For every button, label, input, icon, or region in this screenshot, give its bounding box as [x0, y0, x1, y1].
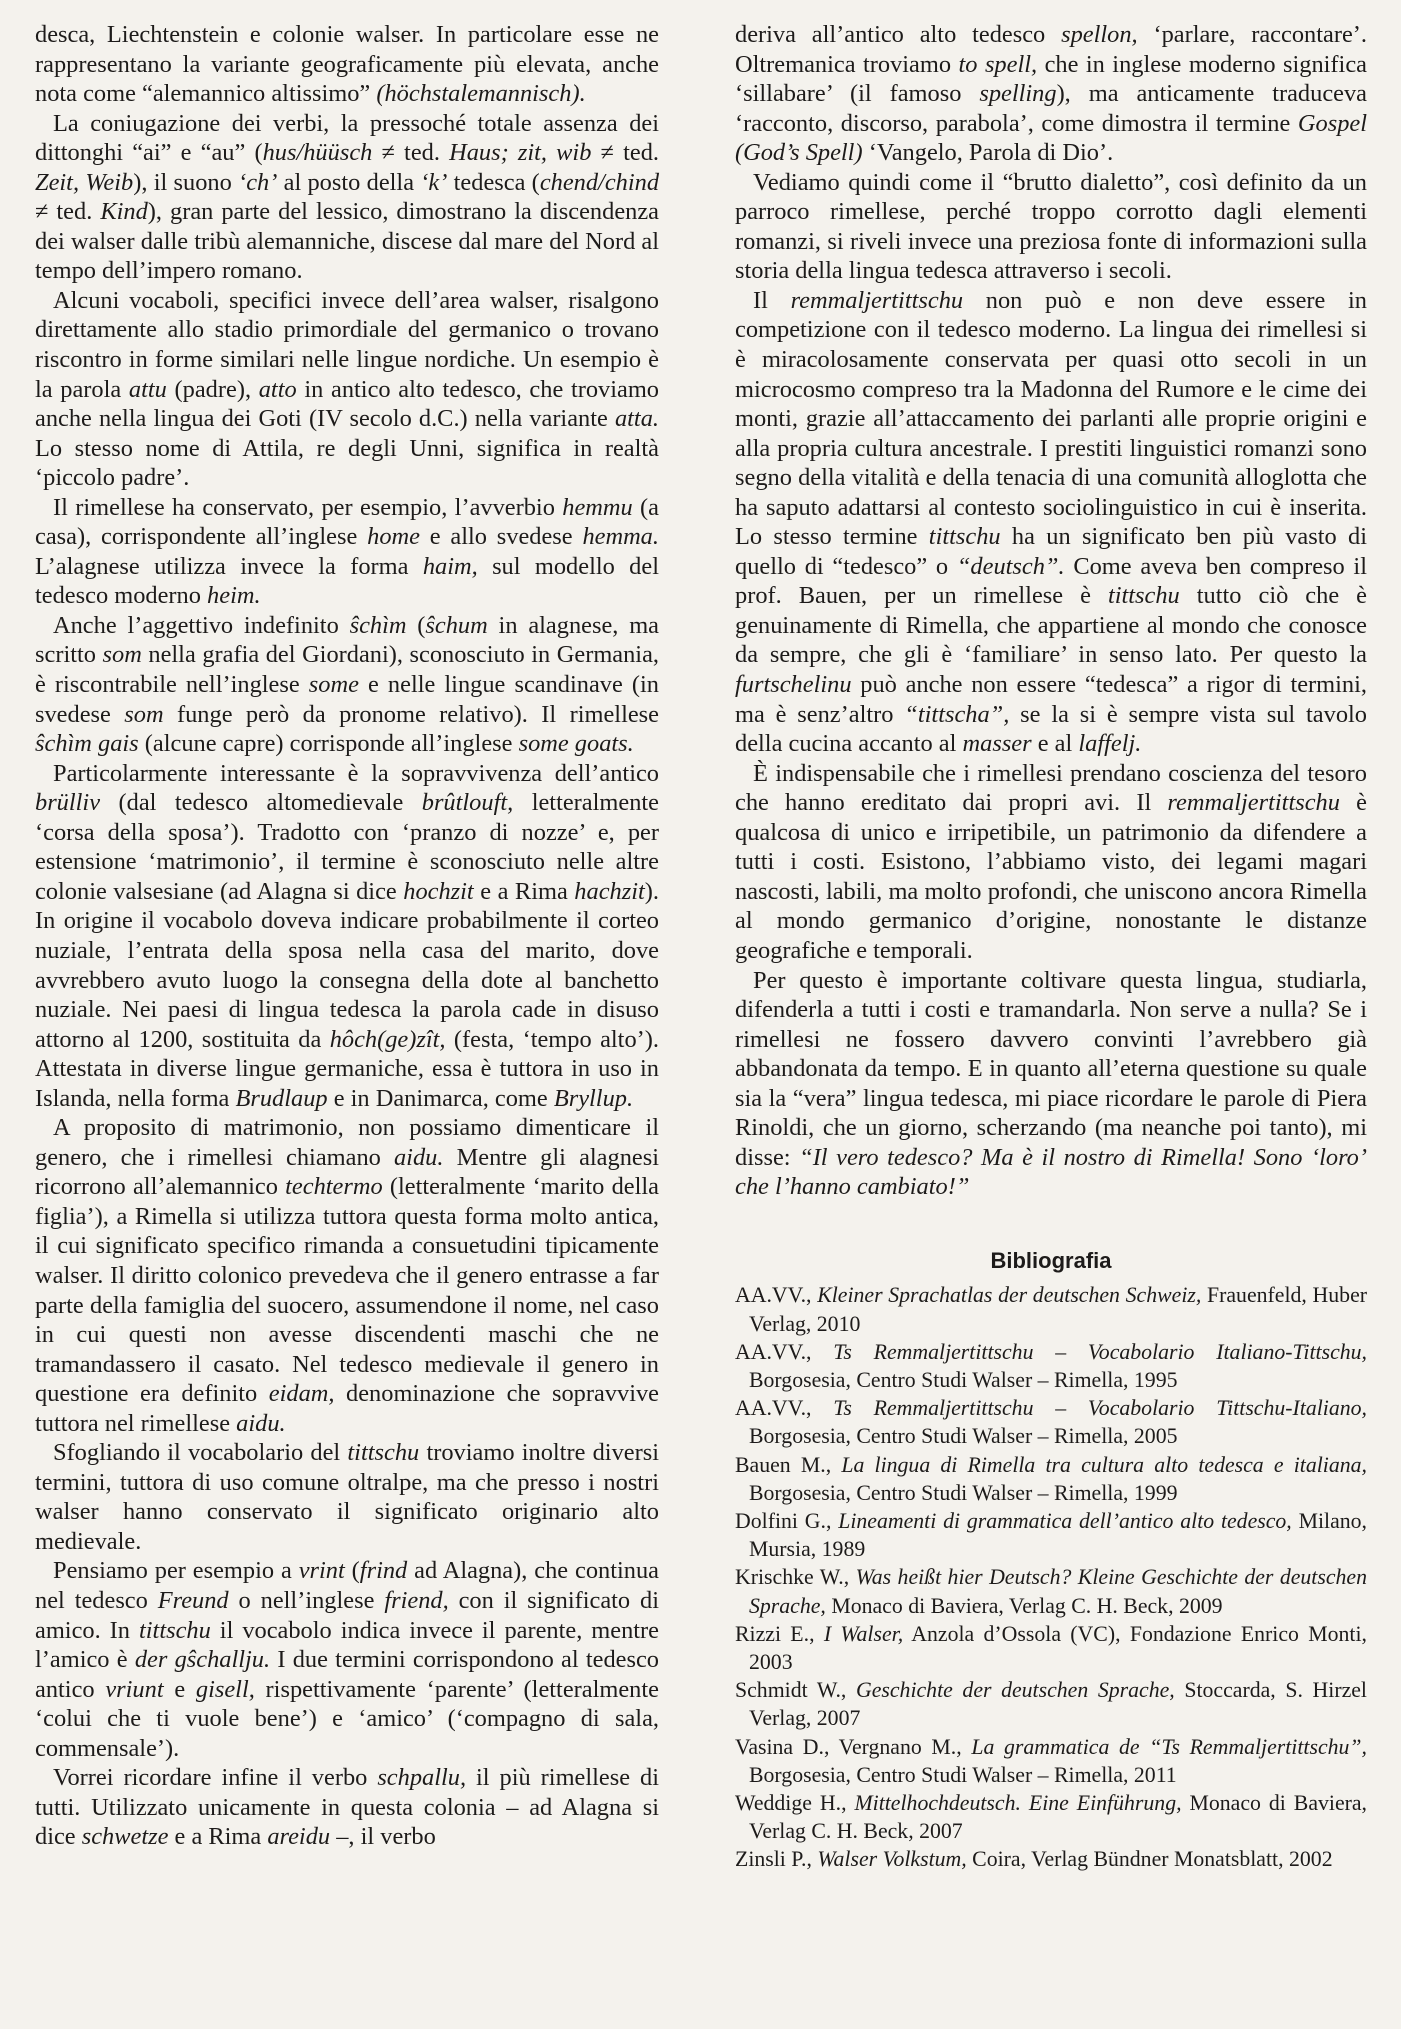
- text-run: (a casa), corrispondente all’inglese: [35, 493, 659, 551]
- italic-term: der gŝchallju.: [134, 1646, 271, 1674]
- italic-term: I Walser,: [823, 1621, 904, 1646]
- italic-term: Bryllup.: [553, 1084, 634, 1112]
- italic-term: furtschelinu: [735, 671, 852, 699]
- text-run: (letteralmente ‘marito della figlia’), a Rimella si utilizza tuttora questa forma molto antica, il cui significato specifico rimanda a consuetudini tipicamente walser. Il diritto colonico prevedeva che il genero entrasse a far parte della famiglia del suocero, assumendone il nome, nel caso in cui questi non avesse discendenti maschi che ne tramandassero il casato. Nel tedesco medievale il genero in questione era definito: [35, 1173, 659, 1408]
- text-run: Borgosesia, Centro Studi Walser – Rimella, 2011: [749, 1762, 1177, 1787]
- text-run: in alagnese, ma scritto: [35, 611, 659, 669]
- paragraph: [735, 168, 1367, 286]
- right-column-body: [735, 20, 1367, 1202]
- italic-term: tittschu: [1107, 582, 1180, 610]
- italic-term: schwetze: [81, 1823, 169, 1851]
- text-run: Monaco di Baviera, Verlag C. H. Beck, 2007: [749, 1791, 1368, 1844]
- text-run: AA.VV.,: [735, 1283, 818, 1308]
- bibliography-entry: [735, 1620, 1367, 1676]
- text-run: (: [344, 1557, 360, 1585]
- italic-term: som: [124, 700, 164, 728]
- text-run: desca, Liechtenstein e colonie walser. In particolare esse ne rappresentano la variante geograficamente più elevata, anche nota come “alemannico altissimo”: [35, 21, 659, 108]
- italic-term: remmaljertittschu: [790, 286, 964, 314]
- italic-term: friend,: [384, 1586, 449, 1614]
- text-run: rispettivamente ‘parente’ (letteralmente ‘colui che ti vuole bene’) e ‘amico’ (‘compagno di sala, commensale’).: [35, 1675, 659, 1762]
- text-run: Dolfini G.,: [735, 1509, 839, 1534]
- text-run: Vediamo quindi come il “brutto dialetto”, così definito da un parroco rimellese, perché troppo corrotto dagli elementi romanzi, si riveli invece una preziosa fonte di informazioni sulla storia della lingua tedesca attraverso i secoli.: [735, 168, 1367, 285]
- text-run: e: [163, 1675, 196, 1703]
- paragraph: [35, 1763, 659, 1852]
- italic-term: vriunt: [105, 1675, 164, 1703]
- text-run: ≠ ted.: [372, 139, 450, 167]
- italic-term: aidu.: [393, 1143, 444, 1171]
- italic-term: eidam,: [268, 1380, 335, 1408]
- bibliography-entry: [735, 1451, 1367, 1507]
- text-run: e in Danimarca, come: [327, 1084, 554, 1112]
- bibliography-entry: [735, 1394, 1367, 1450]
- text-run: ha un significato ben più vasto di quello di “tedesco” o: [735, 523, 1367, 580]
- text-run: Borgosesia, Centro Studi Walser – Rimella, 1995: [749, 1368, 1178, 1393]
- text-run: può anche non essere “tedesca” a rigor di termini, ma è senz’altro: [735, 671, 1367, 728]
- text-run: –, il verbo: [330, 1823, 436, 1851]
- italic-term: hemma.: [582, 523, 659, 551]
- italic-term: Brudlaup: [235, 1084, 328, 1112]
- text-run: in antico alto tedesco, che troviamo anche nella lingua dei Goti (IV secolo d.C.) nella variante: [35, 375, 659, 433]
- italic-term: “tittscha”,: [904, 700, 1010, 728]
- text-run: Schmidt W.,: [735, 1678, 856, 1703]
- italic-term: tittschu: [138, 1616, 211, 1644]
- bibliography-entry: [735, 1676, 1367, 1732]
- text-run: che in inglese moderno significa ‘sillabare’ (il famoso: [735, 50, 1367, 108]
- italic-term: hachzit: [574, 877, 645, 905]
- italic-term: Zeit, Weib: [35, 168, 134, 196]
- text-run: denominazione che sopravvive tuttora nel rimellese: [35, 1380, 659, 1437]
- bibliography-entry: [735, 1338, 1367, 1394]
- italic-term: some goats.: [518, 730, 634, 758]
- paragraph: [35, 759, 659, 1114]
- text-run: Sfogliando il vocabolario del: [53, 1439, 348, 1467]
- italic-term: spelling: [979, 80, 1057, 108]
- text-run: Per questo è importante coltivare questa lingua, studiarla, difenderla a tutti i costi e tramandarla. Non serve a nulla? Se i rimellesi ne fossero davvero convinti l’avrebbero già abbandonata da tempo. E in quanto all’eterna questione su quale sia la “vera” lingua tedesca, mi piace ricordare le parole di Piera Rinoldi, che un giorno, scherzando (ma neanche poi tanto), mi disse:: [735, 966, 1367, 1171]
- text-run: A proposito di matrimonio, non possiamo dimenticare il genero, che i rimellesi chiamano: [35, 1114, 659, 1171]
- italic-term: Lineamenti di grammatica dell’antico alto tedesco,: [838, 1509, 1292, 1534]
- italic-term: hus/hüüsch: [262, 139, 373, 167]
- italic-term: techtermo: [285, 1173, 383, 1201]
- italic-term: aidu.: [236, 1409, 286, 1437]
- text-run: Bauen M.,: [735, 1452, 842, 1477]
- text-run: e nelle lingue scandinave (in svedese: [35, 671, 659, 728]
- italic-term: ‘k’: [420, 168, 448, 196]
- text-run: Rizzi E.,: [735, 1621, 824, 1646]
- italic-term: tittschu: [928, 523, 1001, 551]
- text-run: Pensiamo per esempio a: [53, 1557, 299, 1585]
- italic-term: haim,: [422, 552, 478, 580]
- text-run: e al: [1031, 730, 1079, 758]
- text-run: Borgosesia, Centro Studi Walser – Rimella, 2005: [749, 1424, 1178, 1449]
- bibliography-title: Bibliografia: [990, 1247, 1112, 1273]
- text-run: ‘Vangelo, Parola di Dio’.: [862, 139, 1114, 167]
- text-run: (padre),: [166, 375, 259, 403]
- italic-term: laffelj.: [1078, 730, 1142, 758]
- italic-term: som: [102, 641, 142, 669]
- text-run: al posto della: [277, 168, 421, 196]
- italic-term: chend/chind: [539, 168, 660, 196]
- text-run: AA.VV.,: [735, 1339, 834, 1364]
- italic-term: Was heißt hier Deutsch? Kleine Geschichte der deutschen Sprache,: [749, 1565, 1367, 1618]
- text-run: Particolarmente interessante è la sopravvivenza dell’antico: [53, 759, 659, 787]
- text-run: Borgosesia, Centro Studi Walser – Rimella, 1999: [749, 1480, 1178, 1505]
- italic-term: Haus; zit, wib: [449, 139, 592, 167]
- text-run: Krischke W.,: [735, 1565, 856, 1590]
- italic-term: ŝchìm: [349, 611, 407, 639]
- right-column: [735, 20, 1367, 1874]
- bibliography-list: [735, 1281, 1367, 1873]
- text-run: È indispensabile che i rimellesi prendano coscienza del tesoro che hanno ereditato dai propri avi. Il: [735, 759, 1367, 817]
- italic-term: vrint: [298, 1557, 345, 1585]
- italic-term: hemmu: [562, 493, 633, 521]
- italic-term: Ts Remmaljertittschu – Vocabolario Tittschu-Italiano,: [833, 1396, 1367, 1421]
- text-run: Come aveva ben compreso il prof. Bauen, per un rimellese è: [735, 552, 1367, 610]
- text-run: ). In origine il vocabolo doveva indicare probabilmente il corteo nuziale, l’entrata della sposa nella casa del marito, dove avvrebbero avuto luogo la consegna della dote al banchetto nuziale. Nei paesi di lingua tedesca la parola cade in disuso attorno al 1200, sostituita da: [35, 877, 659, 1053]
- text-run: e allo svedese: [419, 523, 583, 551]
- italic-term: Kind: [100, 198, 148, 226]
- text-run: Anche l’aggettivo indefinito: [53, 611, 350, 639]
- text-run: Mentre gli alagnesi ricorrono all’alemannico: [35, 1143, 659, 1201]
- text-run: Frauenfeld, Huber Verlag, 2010: [749, 1283, 1368, 1336]
- text-run: (alcune capre) corrisponde all’inglese: [138, 730, 519, 758]
- text-run: I due termini corrispondono al tedesco antico: [35, 1646, 660, 1703]
- italic-term: brülliv: [35, 789, 101, 817]
- italic-term: schpallu,: [377, 1764, 467, 1792]
- text-run: Monaco di Baviera, Verlag C. H. Beck, 2009: [825, 1593, 1223, 1618]
- text-run: (festa, ‘tempo alto’). Attestata in diverse lingue germaniche, essa è tuttora in uso in Islanda, nella forma: [35, 1025, 659, 1112]
- paragraph: [35, 1438, 659, 1556]
- text-run: (dal tedesco altomedievale: [100, 789, 422, 817]
- italic-term: attu: [128, 375, 167, 403]
- text-run: ≠ ted.: [591, 139, 659, 167]
- italic-term: La lingua di Rimella tra cultura alto tedesca e italiana,: [841, 1452, 1367, 1477]
- text-run: Milano, Mursia, 1989: [749, 1509, 1367, 1562]
- text-run: La coniugazione dei verbi, la pressoché totale assenza dei dittonghi “ai” e “au” (: [35, 109, 659, 167]
- paragraph: [35, 109, 659, 286]
- italic-term: home: [367, 523, 420, 551]
- text-run: non può e non deve essere in competizione con il tedesco moderno. La lingua dei rimellesi si è miracolosamente conservata per quasi otto secoli in un microcosmo compreso tra la Madonna del Rumore e le cime dei monti, grazie all’attaccamento dei parlanti alle proprie origini e alla propria cultura ancestrale. I prestiti linguistici romanzi sono segno della vitalità e della tenacia di una comunità alloglotta che ha saputo adattarsi al contesto sociolinguistico in cui è inserita. Lo stesso termine: [735, 286, 1367, 551]
- italic-term: hochzit: [403, 877, 474, 905]
- text-run: letteralmente ‘corsa della sposa’). Tradotto con ‘pranzo di nozze’ e, per estensione ‘matrimonio’, il termine è sconosciuto nelle altre colonie valsesiane (ad Alagna si dice: [35, 789, 659, 905]
- text-run: ≠ ted.: [35, 198, 101, 226]
- text-run: sul modello del tedesco moderno: [35, 552, 659, 610]
- bibliography-entry: [735, 1789, 1367, 1845]
- bibliography-entry: [735, 1563, 1367, 1619]
- text-run: tedesca (: [447, 168, 540, 196]
- text-run: Coira, Verlag Bündner Monatsblatt, 2002: [966, 1847, 1333, 1872]
- text-run: se la si è sempre vista sul tavolo della cucina accanto al: [735, 700, 1367, 758]
- text-run: troviamo inoltre diversi termini, tuttora di uso comune oltralpe, ma che presso i nostri walser hanno conservato il significato originario alto medievale.: [35, 1439, 659, 1555]
- bibliography-entry: [735, 1733, 1367, 1789]
- left-column: [35, 20, 659, 1852]
- text-run: Weddige H.,: [735, 1791, 855, 1816]
- paragraph: [735, 759, 1367, 966]
- text-run: nella grafia del Giordani), sconosciuto in Germania, è riscontrabile nell’inglese: [35, 641, 660, 699]
- italic-term: brûtlouft,: [421, 789, 514, 817]
- paragraph: [735, 966, 1367, 1202]
- italic-term: Kleiner Sprachatlas der deutschen Schweiz,: [817, 1283, 1202, 1308]
- italic-term: “Il vero tedesco? Ma è il nostro di Rimella! Sono ‘loro’ che l’hanno cambiato!”: [735, 1143, 1368, 1201]
- italic-term: ŝchum: [425, 611, 488, 639]
- italic-term: “deutsch”.: [956, 552, 1065, 580]
- text-run: con il significato di amico. In: [35, 1586, 659, 1644]
- text-run: Anzola d’Ossola (VC), Fondazione Enrico Monti, 2003: [749, 1621, 1367, 1675]
- text-run: è qualcosa di unico e irripetibile, un patrimonio da difendere a tutti i costi. Esistono, l’abbiamo visto, dei legami magari nascosti, labili, ma molto profondi, che uniscono ancora Rimella al mondo germanico d’origine, nonostante le distanze geografiche e temporali.: [735, 789, 1367, 964]
- italic-term: atto: [258, 375, 297, 403]
- text-run: ), gran parte del lessico, dimostrano la discendenza dei walser dalle tribù alemanniche, discese dal mare del Nord al tempo dell’impero romano.: [35, 198, 659, 285]
- italic-term: Ts Remmaljertittschu – Vocabolario Italiano-Tittschu,: [833, 1339, 1367, 1364]
- paragraph: [35, 1113, 659, 1438]
- text-run: il più rimellese di tutti. Utilizzato unicamente in questa colonia – ad Alagna si dice: [35, 1764, 659, 1851]
- text-run: Vasina D., Vergnano M.,: [735, 1734, 972, 1759]
- italic-term: ‘ch’: [238, 168, 278, 196]
- italic-term: to spell,: [958, 50, 1038, 78]
- paragraph: [735, 286, 1367, 759]
- text-run: ), il suono: [133, 168, 239, 196]
- text-run: funge però da pronome relativo). Il rimellese: [163, 700, 659, 728]
- text-run: (: [406, 611, 426, 639]
- paragraph: [735, 20, 1367, 168]
- bibliography-entry: [735, 1281, 1367, 1337]
- bibliography-entry: [735, 1507, 1367, 1563]
- italic-term: some: [308, 671, 359, 699]
- italic-term: atta.: [614, 405, 659, 433]
- italic-term: masser: [962, 730, 1032, 758]
- italic-term: frind: [359, 1557, 408, 1585]
- text-run: AA.VV.,: [735, 1396, 834, 1421]
- italic-term: Walser Volkstum,: [817, 1847, 967, 1872]
- text-run: ‘parlare, raccontare’. Oltremanica troviamo: [735, 21, 1367, 78]
- text-run: Vorrei ricordare infine il verbo: [53, 1764, 378, 1792]
- text-run: Stoccarda, S. Hirzel Verlag, 2007: [749, 1678, 1367, 1731]
- text-run: Alcuni vocaboli, specifici invece dell’area walser, risalgono direttamente allo stadio primordiale del germanico o trovano riscontro in forme similari nelle lingue nordiche. Un esempio è la parola: [35, 286, 659, 403]
- italic-term: tittschu: [347, 1439, 420, 1467]
- paragraph: [35, 286, 659, 493]
- bibliography-entry: [735, 1845, 1367, 1873]
- text-run: il vocabolo indica invece il parente, mentre l’amico è: [35, 1616, 660, 1674]
- italic-term: Gospel (God’s Spell): [735, 109, 1367, 167]
- italic-term: gisell,: [195, 1675, 255, 1703]
- text-run: tutto ciò che è genuinamente di Rimella, che appartiene al mondo che conosce da sempre, che gli è ‘familiare’ in senso lato. Per questo la: [735, 582, 1367, 669]
- italic-term: Freund: [157, 1586, 229, 1614]
- text-run: e a Rima: [473, 877, 575, 905]
- text-run: e a Rima: [168, 1823, 268, 1851]
- text-run: Lo stesso nome di Attila, re degli Unni, significa in realtà ‘piccolo padre’.: [35, 434, 659, 492]
- text-run: L’alagnese utilizza invece la forma: [35, 552, 423, 580]
- text-run: deriva all’antico alto tedesco: [735, 21, 1062, 48]
- text-run: Il rimellese ha conservato, per esempio, l’avverbio: [53, 493, 563, 521]
- italic-term: (höchstalemannisch).: [376, 80, 586, 108]
- italic-term: heim.: [207, 582, 261, 610]
- text-run: Zinsli P.,: [735, 1847, 818, 1872]
- italic-term: ŝchìm gais: [35, 730, 139, 758]
- italic-term: spellon,: [1061, 21, 1138, 48]
- text-run: ), ma anticamente traduceva ‘racconto, discorso, parabola’, come dimostra il termine: [735, 80, 1367, 137]
- text-run: o nell’inglese: [228, 1586, 385, 1614]
- paragraph: [35, 611, 659, 759]
- italic-term: areidu: [267, 1823, 331, 1851]
- italic-term: remmaljertittschu: [1167, 789, 1340, 817]
- italic-term: hôch(ge)zît,: [329, 1025, 446, 1053]
- paragraph: [35, 20, 659, 109]
- paragraph: [35, 1556, 659, 1763]
- paragraph: [35, 493, 659, 611]
- text-run: Il: [753, 286, 791, 314]
- italic-term: Mittelhochdeutsch. Eine Einführung,: [854, 1791, 1182, 1816]
- italic-term: Geschichte der deutschen Sprache,: [855, 1678, 1175, 1703]
- text-run: ad Alagna), che continua nel tedesco: [35, 1557, 659, 1614]
- italic-term: La grammatica de “Ts Remmaljertittschu”,: [971, 1734, 1367, 1759]
